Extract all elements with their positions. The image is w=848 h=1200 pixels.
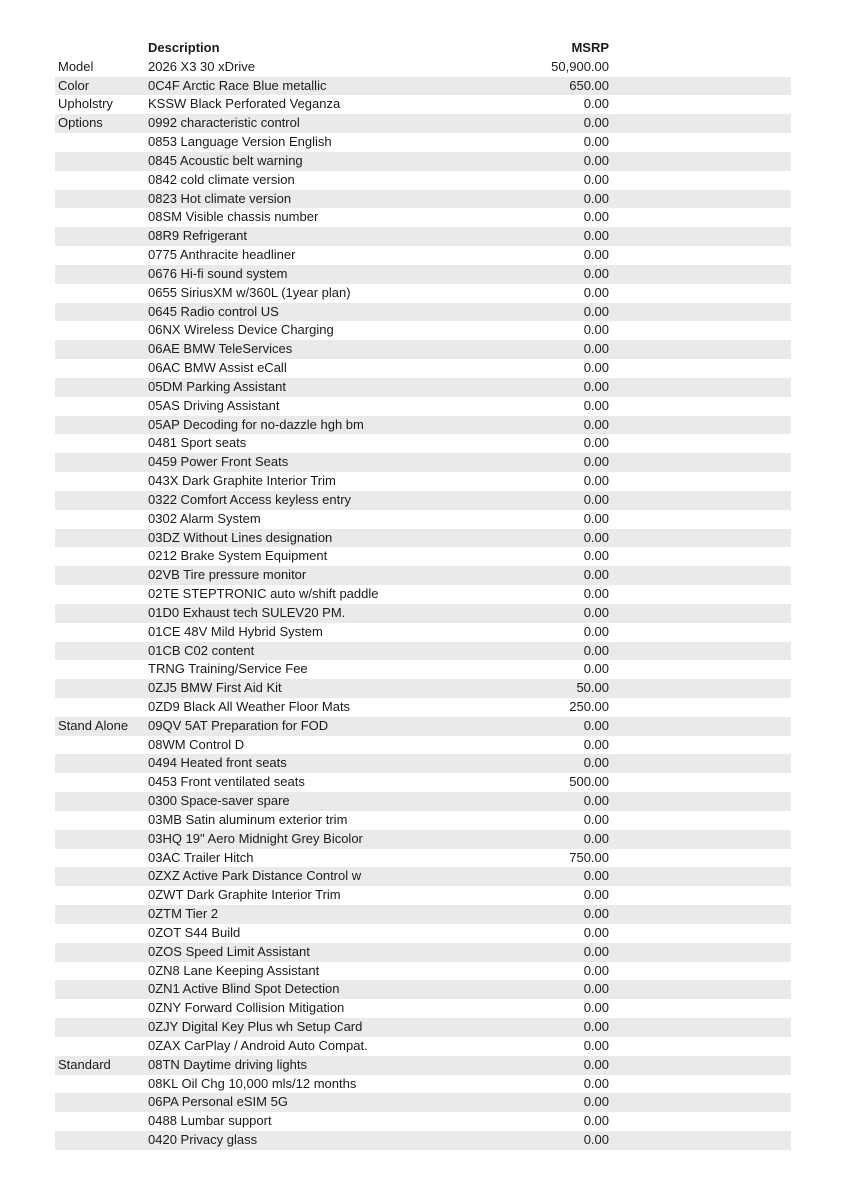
table-row (55, 434, 791, 453)
table-row (55, 811, 791, 830)
row-description-cell: 0ZJY Digital Key Plus wh Setup Card (148, 1019, 363, 1035)
row-msrp-cell: 0.00 (583, 1037, 609, 1053)
row-msrp-cell: 0.00 (583, 642, 609, 658)
row-description-cell: 0ZWT Dark Graphite Interior Trim (148, 887, 341, 903)
table-row (55, 472, 791, 491)
row-description-cell: 0459 Power Front Seats (148, 454, 289, 470)
row-category-cell (55, 660, 148, 679)
row-description-cell: 08WM Control D (148, 736, 245, 752)
row-category-cell (55, 340, 148, 359)
row-category-cell (55, 208, 148, 227)
table-row (55, 773, 791, 792)
row-msrp-cell: 0.00 (583, 152, 609, 168)
row-description-cell: 03AC Trailer Hitch (148, 849, 254, 865)
row-msrp-cell: 0.00 (583, 303, 609, 319)
row-category-cell (55, 284, 148, 303)
row-msrp-cell: 0.00 (583, 322, 609, 338)
row-description-cell: 08SM Visible chassis number (148, 209, 319, 225)
row-category-cell (55, 773, 148, 792)
row-category-cell (55, 623, 148, 642)
row-msrp-cell: 0.00 (583, 586, 609, 602)
row-description-cell: 0ZNY Forward Collision Mitigation (148, 1000, 345, 1016)
row-msrp-cell: 0.00 (583, 1075, 609, 1091)
row-category-cell (55, 171, 148, 190)
row-msrp-cell: 0.00 (583, 360, 609, 376)
row-category-cell (55, 265, 148, 284)
row-msrp-cell: 0.00 (583, 529, 609, 545)
row-msrp-cell: 0.00 (583, 567, 609, 583)
row-category-cell (55, 303, 148, 322)
row-description-cell: 0ZXZ Active Park Distance Control w (148, 868, 362, 884)
table-header-row (55, 39, 791, 58)
row-category-cell (55, 566, 148, 585)
table-row (55, 1037, 791, 1056)
row-msrp-cell: 0.00 (583, 736, 609, 752)
row-category-cell (55, 434, 148, 453)
row-category-cell (55, 1037, 148, 1056)
row-description-cell: 0ZN1 Active Blind Spot Detection (148, 981, 340, 997)
row-description-cell: 06NX Wireless Device Charging (148, 322, 334, 338)
row-description-cell: 09QV 5AT Preparation for FOD (148, 717, 329, 733)
row-category-cell (55, 453, 148, 472)
row-msrp-cell: 0.00 (583, 473, 609, 489)
row-description-cell: 0676 Hi-fi sound system (148, 265, 288, 281)
row-description-cell: 0853 Language Version English (148, 134, 332, 150)
table-row (55, 830, 791, 849)
row-category-cell (55, 962, 148, 981)
row-description-cell: 0ZOS Speed Limit Assistant (148, 943, 310, 959)
row-category-cell (55, 416, 148, 435)
table-row (55, 1131, 791, 1150)
table-row (55, 717, 791, 736)
row-category-cell (55, 811, 148, 830)
row-category-cell (55, 1018, 148, 1037)
table-row (55, 999, 791, 1018)
header-category-cell (55, 39, 148, 58)
table-row (55, 1075, 791, 1094)
row-msrp-cell: 0.00 (583, 661, 609, 677)
row-msrp-cell: 0.00 (583, 378, 609, 394)
table-row (55, 566, 791, 585)
row-msrp-cell: 0.00 (583, 228, 609, 244)
row-category-cell (55, 924, 148, 943)
row-category-cell: Stand Alone (58, 717, 129, 733)
row-category-cell (55, 886, 148, 905)
row-description-cell: 03DZ Without Lines designation (148, 529, 333, 545)
row-description-cell: 0488 Lumbar support (148, 1113, 272, 1129)
row-msrp-cell: 0.00 (583, 1113, 609, 1129)
table-row (55, 585, 791, 604)
row-msrp-cell: 0.00 (583, 115, 609, 131)
table-row (55, 340, 791, 359)
row-msrp-cell: 0.00 (583, 209, 609, 225)
row-msrp-cell: 650.00 (569, 77, 609, 93)
vehicle-price-table (55, 39, 791, 1150)
row-category-cell (55, 604, 148, 623)
table-row (55, 58, 791, 77)
table-row (55, 77, 791, 96)
table-row (55, 867, 791, 886)
row-category-cell (55, 529, 148, 548)
row-description-cell: 0212 Brake System Equipment (148, 548, 328, 564)
row-description-cell: 2026 X3 30 xDrive (148, 58, 255, 74)
row-category-cell (55, 152, 148, 171)
row-description-cell: 0420 Privacy glass (148, 1132, 258, 1148)
row-description-cell: 08R9 Refrigerant (148, 228, 247, 244)
table-row (55, 980, 791, 999)
row-msrp-cell: 0.00 (583, 397, 609, 413)
row-category-cell (55, 698, 148, 717)
row-description-cell: 043X Dark Graphite Interior Trim (148, 473, 336, 489)
row-description-cell: KSSW Black Perforated Veganza (148, 96, 341, 112)
row-msrp-cell: 0.00 (583, 435, 609, 451)
row-msrp-cell: 0.00 (583, 717, 609, 733)
row-description-cell: 0300 Space-saver spare (148, 793, 290, 809)
row-category-cell (55, 378, 148, 397)
row-description-cell: 03MB Satin aluminum exterior trim (148, 811, 348, 827)
row-msrp-cell: 0.00 (583, 793, 609, 809)
row-category-cell (55, 849, 148, 868)
row-category-cell: Options (58, 115, 103, 131)
row-msrp-cell: 0.00 (583, 265, 609, 281)
table-row (55, 529, 791, 548)
row-description-cell: 0823 Hot climate version (148, 190, 292, 206)
row-description-cell: 05AS Driving Assistant (148, 397, 280, 413)
table-row (55, 208, 791, 227)
row-msrp-cell: 0.00 (583, 190, 609, 206)
row-description-cell: 06AC BMW Assist eCall (148, 360, 287, 376)
row-msrp-cell: 0.00 (583, 247, 609, 263)
row-msrp-cell: 0.00 (583, 962, 609, 978)
row-description-cell: TRNG Training/Service Fee (148, 661, 308, 677)
row-description-cell: 0494 Heated front seats (148, 755, 287, 771)
row-category-cell (55, 980, 148, 999)
row-description-cell: 0ZN8 Lane Keeping Assistant (148, 962, 320, 978)
row-description-cell: 01D0 Exhaust tech SULEV20 PM. (148, 604, 346, 620)
row-category-cell (55, 491, 148, 510)
row-category-cell (55, 133, 148, 152)
row-msrp-cell: 0.00 (583, 1094, 609, 1110)
header-description-cell: Description (148, 40, 220, 55)
row-msrp-cell: 0.00 (583, 510, 609, 526)
row-category-cell (55, 1131, 148, 1150)
row-category-cell (55, 999, 148, 1018)
table-row (55, 321, 791, 340)
row-description-cell: 03HQ 19" Aero Midnight Grey Bicolor (148, 830, 363, 846)
table-row (55, 133, 791, 152)
row-msrp-cell: 0.00 (583, 491, 609, 507)
row-description-cell: 0842 cold climate version (148, 171, 295, 187)
table-row (55, 1093, 791, 1112)
row-msrp-cell: 0.00 (583, 134, 609, 150)
row-description-cell: 0ZOT S44 Build (148, 924, 241, 940)
row-msrp-cell: 0.00 (583, 1056, 609, 1072)
table-row (55, 190, 791, 209)
table-row (55, 1056, 791, 1075)
row-msrp-cell: 0.00 (583, 284, 609, 300)
row-msrp-cell: 0.00 (583, 416, 609, 432)
row-description-cell: 0481 Sport seats (148, 435, 247, 451)
table-row (55, 679, 791, 698)
table-row (55, 660, 791, 679)
row-category-cell (55, 359, 148, 378)
row-category-cell (55, 792, 148, 811)
row-msrp-cell: 0.00 (583, 943, 609, 959)
row-description-cell: 01CE 48V Mild Hybrid System (148, 623, 323, 639)
row-description-cell: 0645 Radio control US (148, 303, 279, 319)
row-msrp-cell: 0.00 (583, 755, 609, 771)
row-description-cell: 06AE BMW TeleServices (148, 341, 293, 357)
table-row (55, 246, 791, 265)
row-msrp-cell: 0.00 (583, 906, 609, 922)
table-row (55, 416, 791, 435)
row-msrp-cell: 0.00 (583, 868, 609, 884)
row-category-cell (55, 472, 148, 491)
table-row (55, 886, 791, 905)
row-description-cell: 0ZD9 Black All Weather Floor Mats (148, 698, 351, 714)
row-category-cell (55, 1075, 148, 1094)
row-category-cell (55, 1112, 148, 1131)
row-category-cell (55, 754, 148, 773)
table-row (55, 114, 791, 133)
row-msrp-cell: 0.00 (583, 1132, 609, 1148)
table-row (55, 905, 791, 924)
row-description-cell: 0ZAX CarPlay / Android Auto Compat. (148, 1037, 368, 1053)
row-description-cell: 05AP Decoding for no-dazzle hgh bm (148, 416, 364, 432)
header-msrp-cell: MSRP (571, 40, 609, 55)
row-category-cell: Model (58, 58, 94, 74)
row-description-cell: 0322 Comfort Access keyless entry (148, 491, 352, 507)
row-category-cell (55, 397, 148, 416)
table-row (55, 604, 791, 623)
row-msrp-cell: 0.00 (583, 1019, 609, 1035)
row-msrp-cell: 0.00 (583, 811, 609, 827)
row-category-cell (55, 642, 148, 661)
table-row (55, 453, 791, 472)
table-row (55, 303, 791, 322)
row-category-cell (55, 227, 148, 246)
row-category-cell (55, 547, 148, 566)
row-category-cell (55, 585, 148, 604)
row-category-cell (55, 943, 148, 962)
row-msrp-cell: 250.00 (569, 698, 609, 714)
row-msrp-cell: 0.00 (583, 1000, 609, 1016)
row-category-cell (55, 510, 148, 529)
row-msrp-cell: 50,900.00 (551, 58, 609, 74)
row-description-cell: 02TE STEPTRONIC auto w/shift paddle (148, 586, 379, 602)
table-row (55, 227, 791, 246)
row-description-cell: 0ZJ5 BMW First Aid Kit (148, 680, 282, 696)
table-row (55, 359, 791, 378)
row-msrp-cell: 0.00 (583, 604, 609, 620)
table-row (55, 378, 791, 397)
row-category-cell (55, 867, 148, 886)
row-msrp-cell: 500.00 (569, 774, 609, 790)
row-category-cell (55, 246, 148, 265)
table-row (55, 943, 791, 962)
table-row (55, 95, 791, 114)
row-category-cell: Standard (58, 1056, 111, 1072)
table-row (55, 491, 791, 510)
table-row (55, 284, 791, 303)
table-row (55, 265, 791, 284)
table-body (55, 58, 791, 1150)
row-category-cell (55, 321, 148, 340)
table-row (55, 171, 791, 190)
row-description-cell: 0453 Front ventilated seats (148, 774, 305, 790)
row-description-cell: 0C4F Arctic Race Blue metallic (148, 77, 327, 93)
row-description-cell: 01CB C02 content (148, 642, 255, 658)
row-msrp-cell: 0.00 (583, 548, 609, 564)
row-msrp-cell: 0.00 (583, 454, 609, 470)
table-row (55, 736, 791, 755)
table-row (55, 792, 791, 811)
row-category-cell (55, 830, 148, 849)
row-category-cell (55, 190, 148, 209)
table-row (55, 698, 791, 717)
row-description-cell: 06PA Personal eSIM 5G (148, 1094, 288, 1110)
row-description-cell: 05DM Parking Assistant (148, 378, 287, 394)
row-msrp-cell: 0.00 (583, 341, 609, 357)
row-msrp-cell: 0.00 (583, 924, 609, 940)
table-row (55, 642, 791, 661)
table-row (55, 849, 791, 868)
row-description-cell: 08KL Oil Chg 10,000 mls/12 months (148, 1075, 357, 1091)
row-msrp-cell: 0.00 (583, 887, 609, 903)
table-row (55, 510, 791, 529)
row-msrp-cell: 0.00 (583, 981, 609, 997)
row-msrp-cell: 750.00 (569, 849, 609, 865)
row-description-cell: 02VB Tire pressure monitor (148, 567, 307, 583)
row-category-cell (55, 1093, 148, 1112)
row-category-cell: Color (58, 77, 90, 93)
table-row (55, 1018, 791, 1037)
row-description-cell: 0ZTM Tier 2 (148, 906, 219, 922)
row-description-cell: 0302 Alarm System (148, 510, 261, 526)
row-category-cell (55, 736, 148, 755)
row-msrp-cell: 0.00 (583, 96, 609, 112)
row-msrp-cell: 50.00 (576, 680, 609, 696)
row-category-cell: Upholstry (58, 96, 113, 112)
row-description-cell: 0845 Acoustic belt warning (148, 152, 303, 168)
table-row (55, 547, 791, 566)
row-description-cell: 0992 characteristic control (148, 115, 300, 131)
row-category-cell (55, 679, 148, 698)
table-row (55, 397, 791, 416)
row-description-cell: 0775 Anthracite headliner (148, 247, 296, 263)
row-category-cell (55, 905, 148, 924)
table-row (55, 1112, 791, 1131)
table-row (55, 924, 791, 943)
row-msrp-cell: 0.00 (583, 623, 609, 639)
row-msrp-cell: 0.00 (583, 830, 609, 846)
table-row (55, 754, 791, 773)
row-msrp-cell: 0.00 (583, 171, 609, 187)
table-row (55, 152, 791, 171)
row-description-cell: 08TN Daytime driving lights (148, 1056, 307, 1072)
row-description-cell: 0655 SiriusXM w/360L (1year plan) (148, 284, 351, 300)
table-row (55, 962, 791, 981)
table-row (55, 623, 791, 642)
